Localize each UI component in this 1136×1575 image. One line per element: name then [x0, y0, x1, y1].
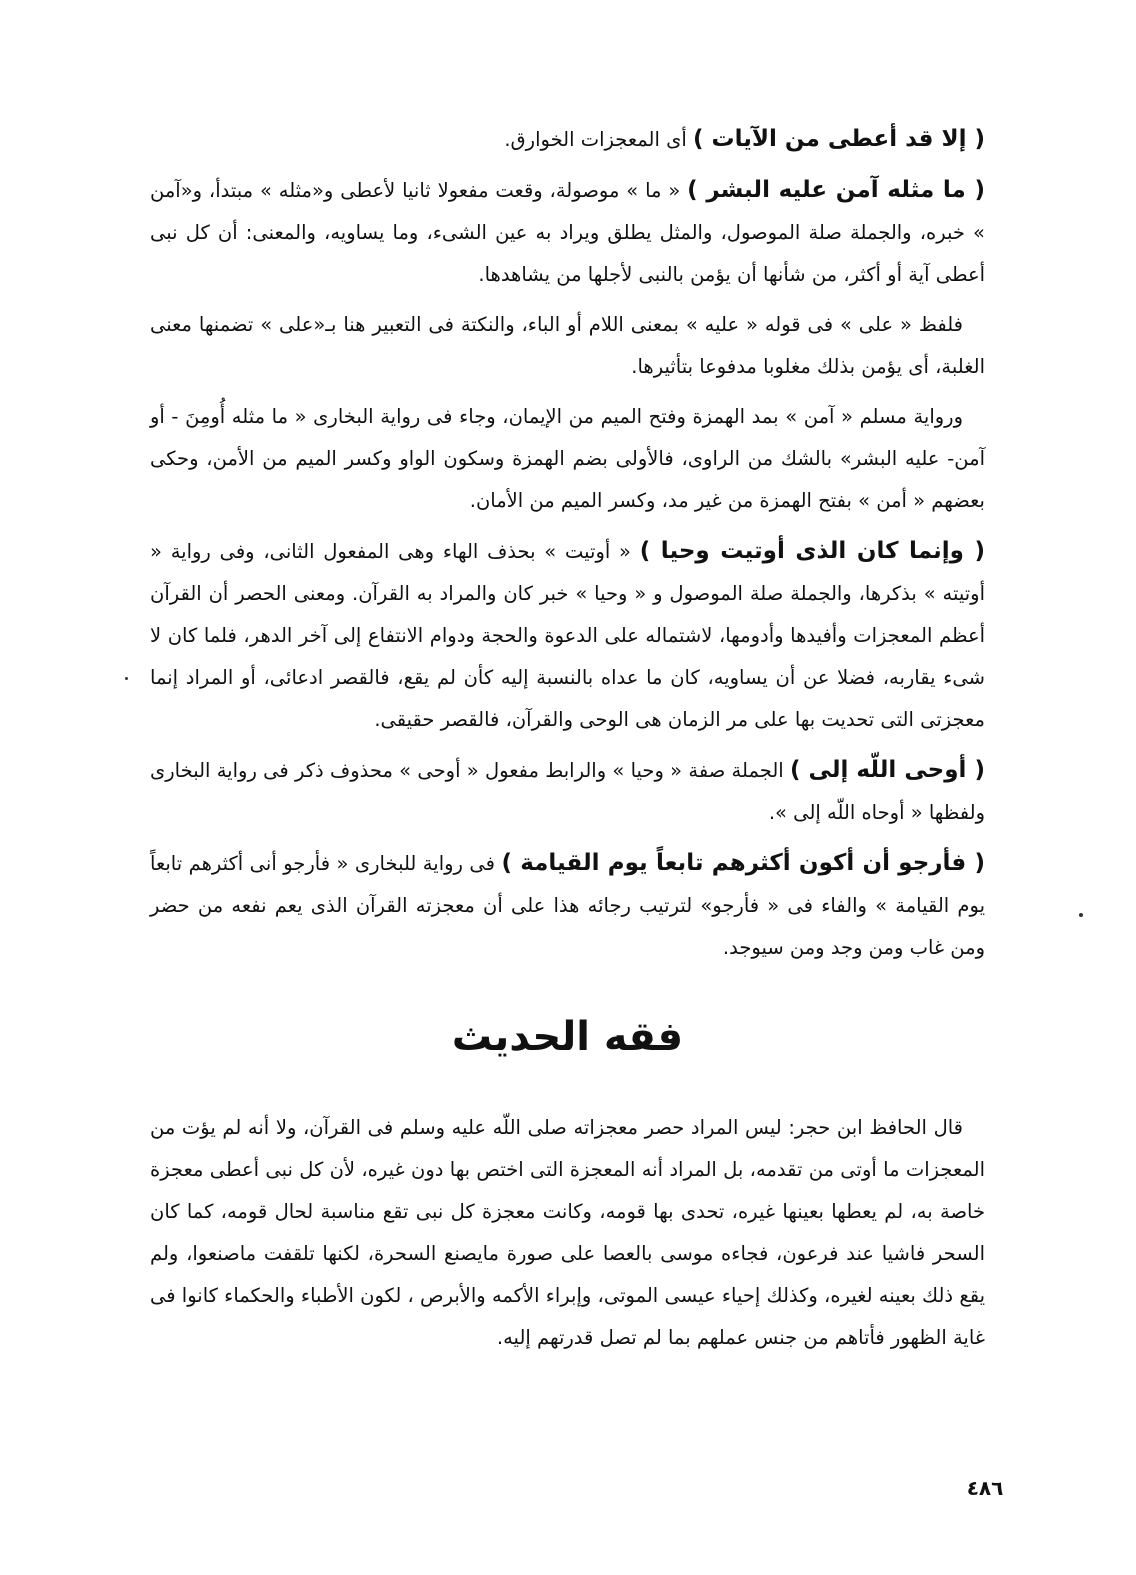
hadith-quote: ( فأرجو أن أكون أكثرهم تابعاً يوم القيامة ): [501, 850, 985, 876]
commentary-text: الجملة صفة « وحيا » والرابط مفعول « أوحى » محذوف ذكر فى رواية البخارى ولفظها « أوحاه اللّه إلى ».: [150, 759, 985, 824]
scan-speck: [125, 677, 128, 680]
page-body: [150, 118, 985, 1458]
commentary-text: « أوتيت » بحذف الهاء وهى المفعول الثانى، وفى رواية « أوتيته » بذكرها، والجملة صلة الموصول و « وحيا » خبر كان والمراد به القرآن. ومعنى الحصر أن القرآن أعظم المعجزات وأفيدها وأدومها، لاشتماله على الدعوة والحجة ودوام الانتفاع إلى آخر الدهر، فلما كان لا شىء يقاربه، فضلا عن أن يساويه، كان ما عداه بالنسبة إليه كأن لم يقع، فالقصر ادعائى، أو المراد إنما معجزتى التى تحديت بها على مر الزمان هى الوحى والقرآن، فالقصر حقيقى.: [150, 540, 985, 731]
hadith-quote: ( أوحى اللّه إلى ): [789, 757, 985, 783]
paragraph-5: [150, 530, 985, 741]
paragraph-4: [150, 396, 985, 522]
commentary-text: فى رواية للبخارى « فأرجو أنى أكثرهم تابعاً يوم القيامة » والفاء فى « فأرجو» لترتيب رجائه هذا على أن معجزته القرآن الذى يعم نفعه من حضر ومن غاب ومن وجد ومن سيوجد.: [150, 852, 985, 959]
paragraph-3: [150, 304, 985, 388]
paragraph-2: [150, 169, 985, 296]
commentary-text: ورواية مسلم « آمن » بمد الهمزة وفتح الميم من الإيمان، وجاء فى رواية البخارى « ما مثله أُومِنَ - أو آمن- عليه البشر» بالشك من الراوى، فالأولى بضم الهمزة وسكون الواو وكسر الميم من الأمن، وحكى بعضهم « أمن » بفتح الهمزة من غير مد، وكسر الميم من الأمان.: [150, 405, 985, 512]
section-paragraph: قال الحافظ ابن حجر: ليس المراد حصر معجزاته صلى اللّه عليه وسلم فى القرآن، ولا أنه لم يؤت من المعجزات ما أوتى من تقدمه، بل المراد أنه المعجزة التى اختص بها دون غيره، لأن كل نبى أعطى معجزة خاصة به، لم يعطها بعينها غيره، تحدى بها قومه، وكانت معجزة كل نبى تقع مناسبة لحال قومه، كما كان السحر فاشيا عند فرعون، فجاءه موسى بالعصا على صورة مايصنع السحرة، لكنها تلقفت ماصنعوا، ولم يقع ذلك بعينه لغيره، وكذلك إحياء عيسى الموتى، وإبراء الأكمه والأبرص ، لكون الأطباء والحكماء كانوا فى غاية الظهور فأتاهم من جنس عملهم بما لم تصل قدرتهم إليه.: [150, 1116, 985, 1349]
commentary-text: فلفظ « على » فى قوله « عليه » بمعنى اللام أو الباء، والنكتة فى التعبير هنا بـ«على » تضمنها معنى الغلبة، أى يؤمن بذلك مغلوبا مدفوعا بتأثيرها.: [150, 313, 985, 378]
paragraph-7: [150, 842, 985, 969]
hadith-quote: ( ما مثله آمن عليه البشر ): [687, 177, 985, 203]
section-title: فقه الحديث: [451, 1014, 684, 1060]
scan-speck: [1079, 913, 1083, 917]
hadith-quote: ( إلا قد أعطى من الآيات ): [692, 126, 985, 152]
paragraph-6: [150, 749, 985, 834]
page-number: ٤٨٦: [966, 1476, 1004, 1500]
commentary-text: « ما » موصولة، وقعت مفعولا ثانيا لأعطى و«مثله » مبتدأ، و«آمن » خبره، والجملة صلة الموصول، والمثل يطلق ويراد به عين الشىء، وما يساويه، والمعنى: أن كل نبى أعطى آية أو أكثر، من شأنها أن يؤمن بالنبى لأجلها من يشاهدها.: [150, 179, 985, 286]
hadith-quote: ( وإنما كان الذى أوتيت وحيا ): [639, 538, 986, 564]
commentary-text: أى المعجزات الخوارق.: [504, 128, 693, 151]
paragraph-1: [150, 118, 985, 161]
